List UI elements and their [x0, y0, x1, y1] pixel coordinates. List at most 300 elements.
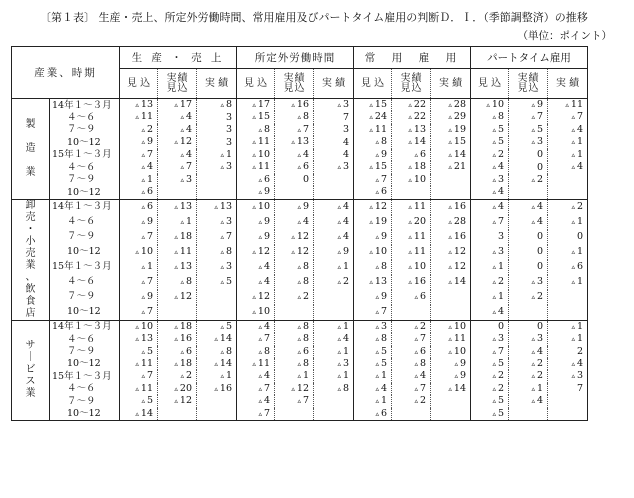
- table-row: [12, 230, 588, 245]
- value-cell: ▵ 7: [120, 149, 158, 161]
- value-cell: ▵ 19: [354, 215, 392, 230]
- value-cell: ▵ 3: [354, 320, 392, 333]
- value-cell: ▵ 2: [509, 174, 548, 186]
- value-cell: [197, 408, 237, 421]
- subheader-forecast: 見 込: [471, 69, 509, 99]
- value-cell: ▵ 3: [471, 333, 509, 345]
- value-cell: ▵ 4: [237, 260, 275, 275]
- value-cell: ▵ 1: [120, 260, 158, 275]
- value-cell: ▵ 20: [158, 383, 197, 395]
- period-label: 15年１～３月: [52, 261, 112, 273]
- value-cell: ▵ 14: [392, 136, 431, 148]
- value-cell: 7: [314, 111, 354, 123]
- value-cell: ▵ 4: [509, 215, 548, 230]
- value-cell: ▵ 21: [431, 161, 471, 173]
- period-label: ７～９: [67, 231, 96, 243]
- value-cell: ▵ 15: [237, 111, 275, 123]
- value-cell: ▵ 8: [471, 111, 509, 123]
- value-cell: ▵ 10: [392, 260, 431, 275]
- value-cell: ▵ 7: [392, 333, 431, 345]
- value-cell: ▵ 10: [237, 199, 275, 215]
- value-cell: ▵ 9: [431, 370, 471, 382]
- value-cell: [548, 186, 588, 199]
- value-cell: ▵ 18: [158, 358, 197, 370]
- value-cell: ▵ 1: [197, 370, 237, 382]
- value-cell: ▵ 3: [197, 161, 237, 173]
- value-cell: ▵ 8: [314, 383, 354, 395]
- value-cell: [548, 395, 588, 407]
- period-label: ４～６: [67, 333, 96, 345]
- value-cell: [392, 408, 431, 421]
- value-cell: [548, 174, 588, 186]
- table-row: [12, 358, 588, 370]
- value-cell: ▵ 10: [431, 346, 471, 358]
- value-cell: 3: [471, 230, 509, 245]
- value-cell: ▵ 16: [197, 383, 237, 395]
- value-cell: ▵ 14: [431, 149, 471, 161]
- value-cell: ▵ 1: [548, 215, 588, 230]
- value-cell: ▵ 9: [120, 290, 158, 305]
- value-cell: ▵ 2: [471, 275, 509, 290]
- value-cell: [197, 186, 237, 199]
- value-cell: ▵ 4: [120, 161, 158, 173]
- value-cell: ▵ 11: [548, 99, 588, 112]
- value-cell: ▵ 4: [275, 149, 314, 161]
- table-row: [12, 383, 588, 395]
- value-cell: ▵ 7: [120, 275, 158, 290]
- subheader-forecast: 見 込: [237, 69, 275, 99]
- value-cell: ▵ 6: [120, 186, 158, 199]
- group-header-regular-employment: 常 用 雇 用: [354, 47, 471, 69]
- value-cell: ▵ 8: [275, 260, 314, 275]
- value-cell: ▵ 12: [431, 260, 471, 275]
- value-cell: ▵ 4: [237, 395, 275, 407]
- value-cell: ▵ 14: [120, 408, 158, 421]
- table-title: 〔第１表〕 生産・売上、所定外労働時間、常用雇用及びパートタイム雇用の判断Ｄ．Ｉ．（季節調整済）の推移: [40, 11, 588, 24]
- period-label: 14年１～３月: [52, 99, 112, 111]
- value-cell: 3: [197, 111, 237, 123]
- value-cell: 7: [548, 383, 588, 395]
- value-cell: ▵ 5: [471, 408, 509, 421]
- value-cell: ▵ 16: [275, 99, 314, 112]
- value-cell: ▵ 18: [158, 320, 197, 333]
- value-cell: ▵ 12: [275, 245, 314, 260]
- value-cell: ▵ 6: [158, 346, 197, 358]
- value-cell: ▵ 9: [354, 230, 392, 245]
- value-cell: ▵ 3: [314, 358, 354, 370]
- value-cell: [431, 395, 471, 407]
- value-cell: 0: [509, 161, 548, 173]
- value-cell: ▵ 17: [158, 99, 197, 112]
- value-cell: ▵ 2: [509, 370, 548, 382]
- value-cell: ▵ 7: [275, 395, 314, 407]
- group-header-production: 生 産 ・ 売 上: [120, 47, 237, 69]
- value-cell: ▵ 8: [392, 358, 431, 370]
- di-table: [11, 46, 588, 421]
- value-cell: ▵ 7: [120, 305, 158, 321]
- value-cell: ▵ 8: [275, 358, 314, 370]
- value-cell: ▵ 12: [237, 245, 275, 260]
- value-cell: ▵ 9: [237, 230, 275, 245]
- value-cell: ▵ 5: [471, 136, 509, 148]
- value-cell: ▵ 1: [548, 149, 588, 161]
- value-cell: ▵ 3: [197, 215, 237, 230]
- value-cell: ▵ 13: [275, 136, 314, 148]
- value-cell: ▵ 6: [275, 346, 314, 358]
- value-cell: [197, 395, 237, 407]
- value-cell: [158, 408, 197, 421]
- value-cell: ▵ 7: [471, 215, 509, 230]
- subheader-actual-vs-forecast: 実 見 績 込: [158, 69, 197, 99]
- period-label: 10～12: [67, 246, 101, 258]
- value-cell: ▵ 4: [314, 199, 354, 215]
- value-cell: ▵ 2: [120, 124, 158, 136]
- table-row: [12, 199, 588, 215]
- value-cell: ▵ 4: [158, 124, 197, 136]
- value-cell: [197, 305, 237, 321]
- value-cell: ▵ 3: [314, 161, 354, 173]
- value-cell: ▵ 12: [158, 136, 197, 148]
- subheader-actual: 実 績: [197, 69, 237, 99]
- value-cell: ▵ 4: [548, 161, 588, 173]
- period-label: ４～６: [67, 216, 96, 228]
- table-row: [12, 290, 588, 305]
- value-cell: ▵ 28: [431, 215, 471, 230]
- value-cell: [275, 186, 314, 199]
- value-cell: ▵ 1: [197, 149, 237, 161]
- value-cell: ▵ 16: [158, 333, 197, 345]
- group-header-parttime-employment: パートタイム雇用: [471, 47, 588, 69]
- value-cell: ▵ 9: [314, 245, 354, 260]
- value-cell: 0: [509, 245, 548, 260]
- value-cell: ▵ 11: [237, 136, 275, 148]
- table-row: [12, 161, 588, 173]
- value-cell: 0: [275, 174, 314, 186]
- table-row: [12, 333, 588, 345]
- value-cell: ▵ 16: [431, 230, 471, 245]
- value-cell: ▵ 2: [471, 149, 509, 161]
- value-cell: [314, 186, 354, 199]
- value-cell: ▵ 7: [120, 230, 158, 245]
- value-cell: ▵ 12: [275, 383, 314, 395]
- value-cell: [314, 305, 354, 321]
- value-cell: ▵ 9: [431, 358, 471, 370]
- value-cell: ▵ 12: [275, 230, 314, 245]
- value-cell: ▵ 1: [548, 136, 588, 148]
- value-cell: ▵ 2: [158, 370, 197, 382]
- value-cell: ▵ 7: [275, 124, 314, 136]
- value-cell: ▵ 8: [197, 346, 237, 358]
- value-cell: ▵ 4: [354, 383, 392, 395]
- value-cell: ▵ 4: [158, 111, 197, 123]
- value-cell: ▵ 15: [431, 136, 471, 148]
- subheader-actual-vs-forecast: 実 見 績 込: [509, 69, 548, 99]
- period-label: 10～12: [50, 305, 120, 321]
- value-cell: [431, 408, 471, 421]
- value-cell: ▵ 9: [354, 290, 392, 305]
- value-cell: ▵ 2: [392, 320, 431, 333]
- value-cell: ▵ 1: [471, 290, 509, 305]
- value-cell: [548, 290, 588, 305]
- value-cell: ▵ 7: [237, 333, 275, 345]
- value-cell: ▵ 22: [392, 111, 431, 123]
- value-cell: ▵ 6: [120, 199, 158, 215]
- value-cell: ▵ 2: [471, 383, 509, 395]
- value-cell: ▵ 7: [158, 161, 197, 173]
- value-cell: ▵ 4: [237, 370, 275, 382]
- value-cell: ▵ 11: [431, 333, 471, 345]
- value-cell: ▵ 1: [548, 320, 588, 333]
- value-cell: ▵ 2: [392, 395, 431, 407]
- value-cell: ▵ 1: [548, 245, 588, 260]
- value-cell: ▵ 4: [471, 199, 509, 215]
- value-cell: [158, 305, 197, 321]
- value-cell: [275, 305, 314, 321]
- value-cell: ▵ 14: [431, 275, 471, 290]
- value-cell: ▵ 6: [354, 186, 392, 199]
- value-cell: ▵ 9: [509, 99, 548, 112]
- value-cell: ▵ 10: [237, 305, 275, 321]
- value-cell: ▵ 13: [158, 199, 197, 215]
- period-label: 10～12: [50, 408, 120, 421]
- value-cell: ▵ 10: [237, 149, 275, 161]
- value-cell: ▵ 13: [354, 275, 392, 290]
- value-cell: ▵ 1: [314, 370, 354, 382]
- value-cell: ▵ 5: [471, 358, 509, 370]
- period-label: ７～９: [67, 346, 96, 358]
- value-cell: ▵ 10: [354, 245, 392, 260]
- value-cell: ▵ 1: [548, 275, 588, 290]
- value-cell: [548, 408, 588, 421]
- period-label: 15年１～３月: [52, 149, 112, 161]
- period-label: ４～６: [67, 276, 96, 288]
- value-cell: ▵ 14: [431, 383, 471, 395]
- value-cell: ▵ 3: [197, 260, 237, 275]
- value-cell: ▵ 29: [431, 111, 471, 123]
- value-cell: ▵ 13: [120, 333, 158, 345]
- value-cell: ▵ 7: [197, 230, 237, 245]
- value-cell: ▵ 4: [314, 333, 354, 345]
- value-cell: ▵ 2: [471, 370, 509, 382]
- value-cell: [548, 305, 588, 321]
- value-cell: ▵ 7: [354, 305, 392, 321]
- value-cell: ▵ 13: [392, 124, 431, 136]
- value-cell: ▵ 3: [509, 275, 548, 290]
- value-cell: 4: [314, 136, 354, 148]
- value-cell: ▵ 4: [471, 305, 509, 321]
- value-cell: 3: [197, 124, 237, 136]
- value-cell: ▵ 9: [237, 215, 275, 230]
- value-cell: ▵ 10: [431, 320, 471, 333]
- period-label: 10～12: [67, 136, 101, 148]
- value-cell: ▵ 5: [509, 124, 548, 136]
- value-cell: ▵ 3: [471, 174, 509, 186]
- period-label: 10～12: [67, 358, 101, 370]
- value-cell: ▵ 9: [120, 215, 158, 230]
- table-row: [12, 305, 588, 321]
- value-cell: ▵ 6: [275, 161, 314, 173]
- value-cell: ▵ 11: [237, 161, 275, 173]
- table-row: [12, 370, 588, 382]
- value-cell: ▵ 8: [197, 99, 237, 112]
- value-cell: 0: [509, 260, 548, 275]
- value-cell: ▵ 4: [548, 124, 588, 136]
- value-cell: [158, 186, 197, 199]
- value-cell: ▵ 4: [314, 215, 354, 230]
- value-cell: [392, 305, 431, 321]
- subheader-actual: 実 績: [431, 69, 471, 99]
- value-cell: ▵ 8: [237, 346, 275, 358]
- value-cell: ▵ 4: [275, 215, 314, 230]
- table-row: [12, 260, 588, 275]
- value-cell: [314, 395, 354, 407]
- value-cell: ▵ 12: [354, 199, 392, 215]
- table-row: [12, 186, 588, 199]
- value-cell: ▵ 28: [431, 99, 471, 112]
- value-cell: ▵ 17: [237, 99, 275, 112]
- value-cell: ▵ 8: [275, 333, 314, 345]
- value-cell: ▵ 7: [471, 346, 509, 358]
- table-row: [12, 346, 588, 358]
- value-cell: ▵ 11: [392, 245, 431, 260]
- value-cell: [431, 290, 471, 305]
- value-cell: ▵ 2: [275, 290, 314, 305]
- value-cell: 4: [314, 149, 354, 161]
- value-cell: ▵ 5: [120, 395, 158, 407]
- value-cell: ▵ 1: [314, 320, 354, 333]
- value-cell: 3: [197, 136, 237, 148]
- industry-label: サ ｜ ビ ス 業: [12, 320, 50, 421]
- period-label: ４～６: [67, 161, 96, 173]
- period-label: ４～６: [67, 111, 96, 123]
- value-cell: ▵ 11: [237, 358, 275, 370]
- value-cell: 0: [509, 149, 548, 161]
- value-cell: ▵ 1: [275, 370, 314, 382]
- value-cell: [431, 186, 471, 199]
- value-cell: ▵ 11: [392, 199, 431, 215]
- value-cell: ▵ 5: [354, 346, 392, 358]
- value-cell: 0: [509, 230, 548, 245]
- value-cell: [392, 186, 431, 199]
- value-cell: ▵ 4: [471, 161, 509, 173]
- value-cell: ▵ 1: [471, 260, 509, 275]
- value-cell: ▵ 8: [158, 275, 197, 290]
- value-cell: 0: [471, 320, 509, 333]
- value-cell: [314, 290, 354, 305]
- table-row: [12, 275, 588, 290]
- subheader-forecast: 見 込: [120, 69, 158, 99]
- table-row: [12, 408, 588, 421]
- value-cell: ▵ 5: [354, 358, 392, 370]
- value-cell: ▵ 20: [392, 215, 431, 230]
- value-cell: ▵ 1: [158, 215, 197, 230]
- value-cell: ▵ 24: [354, 111, 392, 123]
- value-cell: ▵ 8: [197, 245, 237, 260]
- value-cell: ▵ 2: [509, 290, 548, 305]
- value-cell: ▵ 11: [392, 230, 431, 245]
- value-cell: ▵ 11: [120, 383, 158, 395]
- period-label: ７～９: [67, 291, 96, 303]
- table-row: [12, 124, 588, 136]
- value-cell: 0: [509, 320, 548, 333]
- value-cell: ▵ 10: [471, 99, 509, 112]
- subheader-forecast: 見 込: [354, 69, 392, 99]
- table-row: [12, 245, 588, 260]
- value-cell: ▵ 3: [509, 136, 548, 148]
- value-cell: [431, 305, 471, 321]
- value-cell: [197, 174, 237, 186]
- value-cell: ▵ 4: [471, 186, 509, 199]
- value-cell: ▵ 6: [392, 149, 431, 161]
- value-cell: ▵ 11: [120, 111, 158, 123]
- table-row: [12, 395, 588, 407]
- value-cell: ▵ 12: [431, 245, 471, 260]
- value-cell: ▵ 2: [509, 358, 548, 370]
- value-cell: ▵ 1: [509, 383, 548, 395]
- value-cell: ▵ 4: [509, 346, 548, 358]
- value-cell: ▵ 5: [471, 395, 509, 407]
- value-cell: ▵ 1: [314, 260, 354, 275]
- table-row: [12, 111, 588, 123]
- table-row: [12, 174, 588, 186]
- value-cell: ▵ 11: [120, 358, 158, 370]
- value-cell: ▵ 13: [158, 260, 197, 275]
- value-cell: ▵ 13: [197, 199, 237, 215]
- value-cell: ▵ 16: [392, 275, 431, 290]
- value-cell: ▵ 9: [354, 149, 392, 161]
- value-cell: ▵ 14: [197, 358, 237, 370]
- industry-label: 卸 売 ・ 小 売 業 、 飲 食 店: [12, 199, 50, 320]
- subheader-actual: 実 績: [314, 69, 354, 99]
- table-row: [12, 149, 588, 161]
- value-cell: ▵ 2: [548, 199, 588, 215]
- value-cell: ▵ 8: [354, 333, 392, 345]
- value-cell: ▵ 8: [354, 260, 392, 275]
- value-cell: ▵ 12: [158, 290, 197, 305]
- industry-label: 製 造 業: [12, 99, 50, 200]
- value-cell: [431, 174, 471, 186]
- period-label: ４～６: [67, 383, 96, 395]
- value-cell: ▵ 10: [120, 245, 158, 260]
- category-header: 産業、時期: [12, 47, 120, 99]
- value-cell: [314, 408, 354, 421]
- value-cell: ▵ 2: [314, 275, 354, 290]
- value-cell: ▵ 1: [120, 174, 158, 186]
- value-cell: ▵ 5: [471, 124, 509, 136]
- value-cell: ▵ 4: [237, 275, 275, 290]
- value-cell: ▵ 7: [392, 383, 431, 395]
- value-cell: ▵ 4: [237, 320, 275, 333]
- value-cell: ▵ 12: [237, 290, 275, 305]
- period-label: 10～12: [50, 186, 120, 199]
- subheader-actual-vs-forecast: 実 見 績 込: [392, 69, 431, 99]
- value-cell: ▵ 16: [431, 199, 471, 215]
- unit-label: （単位：ポイント）: [517, 30, 612, 42]
- value-cell: [509, 305, 548, 321]
- value-cell: ▵ 4: [158, 149, 197, 161]
- value-cell: ▵ 8: [354, 136, 392, 148]
- value-cell: ▵ 3: [509, 333, 548, 345]
- value-cell: ▵ 8: [275, 275, 314, 290]
- value-cell: ▵ 5: [120, 346, 158, 358]
- value-cell: ▵ 1: [314, 346, 354, 358]
- value-cell: [275, 408, 314, 421]
- value-cell: [314, 174, 354, 186]
- value-cell: [197, 290, 237, 305]
- value-cell: ▵ 8: [275, 320, 314, 333]
- value-cell: ▵ 10: [120, 320, 158, 333]
- value-cell: ▵ 4: [509, 199, 548, 215]
